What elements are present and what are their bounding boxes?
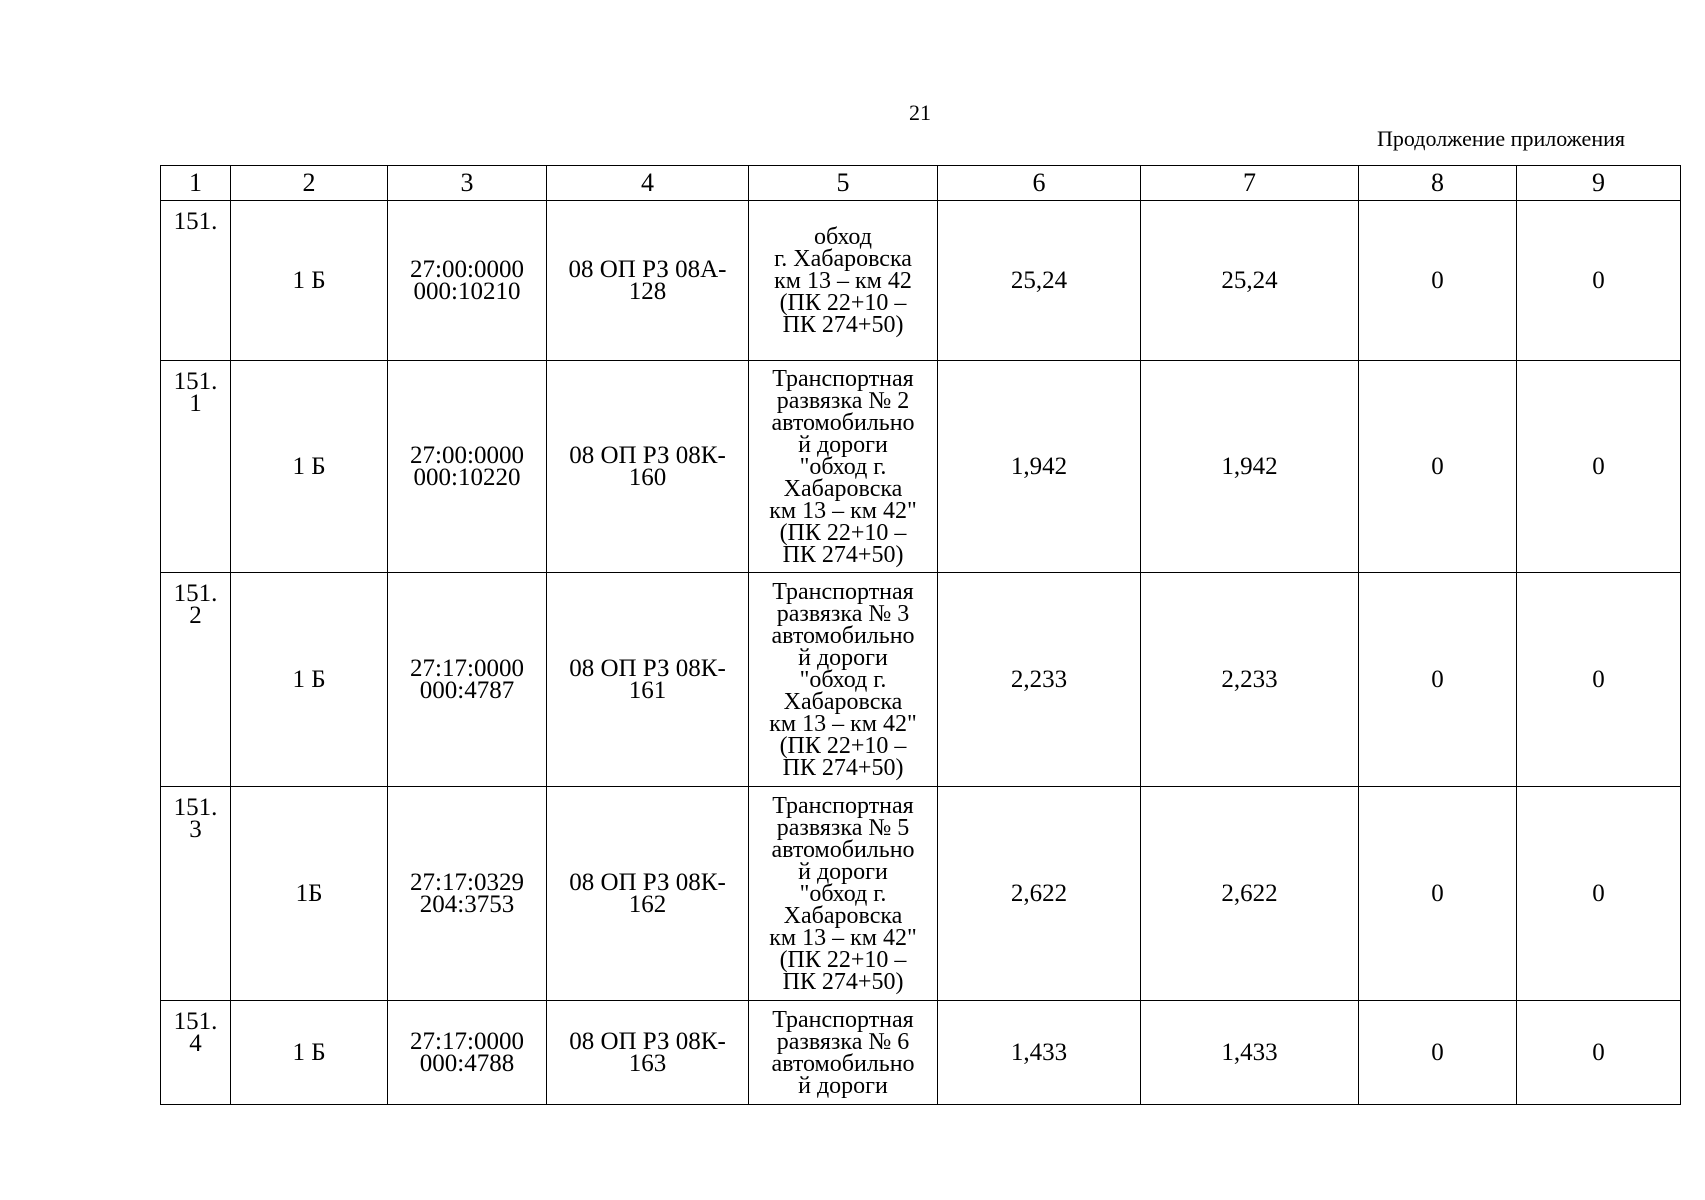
column-header-8: 8: [1359, 166, 1517, 201]
length-col8-cell: 0: [1359, 787, 1517, 1001]
row-number-cell: 151. 2: [161, 573, 231, 787]
road-id-cell: 08 ОП РЗ 08К- 162: [547, 787, 749, 1001]
column-header-7: 7: [1141, 166, 1359, 201]
row-number-cell: 151. 3: [161, 787, 231, 1001]
length-col9-cell: 0: [1517, 1001, 1681, 1105]
cadastral-number-cell: 27:00:0000 000:10210: [388, 201, 547, 361]
row-number-cell: 151.: [161, 201, 231, 361]
road-description-cell: обход г. Хабаровска км 13 – км 42 (ПК 22+10 – ПК 274+50): [749, 201, 938, 361]
length-col8-cell: 0: [1359, 201, 1517, 361]
cadastral-number-cell: 27:17:0329 204:3753: [388, 787, 547, 1001]
length-col9-cell: 0: [1517, 573, 1681, 787]
length-col9-cell: 0: [1517, 787, 1681, 1001]
table-row: [161, 787, 1681, 1001]
length-col7-cell: 1,942: [1141, 361, 1359, 573]
length-col8-cell: 0: [1359, 573, 1517, 787]
table-body: [161, 201, 1681, 1105]
length-col8-cell: 0: [1359, 1001, 1517, 1105]
category-cell: 1 Б: [231, 361, 388, 573]
length-total-cell: 1,942: [938, 361, 1141, 573]
row-number-cell: 151. 1: [161, 361, 231, 573]
length-col8-cell: 0: [1359, 361, 1517, 573]
table-row: [161, 361, 1681, 573]
length-col7-cell: 2,622: [1141, 787, 1359, 1001]
length-col7-cell: 1,433: [1141, 1001, 1359, 1105]
length-col9-cell: 0: [1517, 361, 1681, 573]
length-col9-cell: 0: [1517, 201, 1681, 361]
column-header-5: 5: [749, 166, 938, 201]
table-row: [161, 201, 1681, 361]
column-header-6: 6: [938, 166, 1141, 201]
column-header-9: 9: [1517, 166, 1681, 201]
category-cell: 1Б: [231, 787, 388, 1001]
header-row: [161, 166, 1681, 201]
length-total-cell: 2,622: [938, 787, 1141, 1001]
column-header-2: 2: [231, 166, 388, 201]
road-id-cell: 08 ОП РЗ 08К- 160: [547, 361, 749, 573]
length-col7-cell: 2,233: [1141, 573, 1359, 787]
road-description-cell: Транспортная развязка № 2 автомобильно й дороги "обход г. Хабаровска км 13 – км 42" (ПК 22+10 – ПК 274+50): [749, 361, 938, 573]
column-header-1: 1: [161, 166, 231, 201]
row-number-cell: 151. 4: [161, 1001, 231, 1105]
length-total-cell: 25,24: [938, 201, 1141, 361]
category-cell: 1 Б: [231, 573, 388, 787]
cadastral-number-cell: 27:17:0000 000:4787: [388, 573, 547, 787]
road-description-cell: Транспортная развязка № 6 автомобильно й дороги: [749, 1001, 938, 1105]
road-id-cell: 08 ОП РЗ 08К- 163: [547, 1001, 749, 1105]
column-header-3: 3: [388, 166, 547, 201]
page-number: 21: [909, 100, 931, 125]
table-row: [161, 573, 1681, 787]
road-description-cell: Транспортная развязка № 5 автомобильно й дороги "обход г. Хабаровска км 13 – км 42" (ПК 22+10 – ПК 274+50): [749, 787, 938, 1001]
road-id-cell: 08 ОП РЗ 08К- 161: [547, 573, 749, 787]
length-col7-cell: 25,24: [1141, 201, 1359, 361]
category-cell: 1 Б: [231, 1001, 388, 1105]
length-total-cell: 2,233: [938, 573, 1141, 787]
table-row: [161, 1001, 1681, 1105]
cadastral-number-cell: 27:00:0000 000:10220: [388, 361, 547, 573]
road-description-cell: Транспортная развязка № 3 автомобильно й дороги "обход г. Хабаровска км 13 – км 42" (ПК 22+10 – ПК 274+50): [749, 573, 938, 787]
continuation-label: Продолжение приложения: [1377, 126, 1625, 151]
cadastral-number-cell: 27:17:0000 000:4788: [388, 1001, 547, 1105]
appendix-table: [160, 165, 1681, 1105]
road-id-cell: 08 ОП РЗ 08А- 128: [547, 201, 749, 361]
column-header-4: 4: [547, 166, 749, 201]
length-total-cell: 1,433: [938, 1001, 1141, 1105]
category-cell: 1 Б: [231, 201, 388, 361]
